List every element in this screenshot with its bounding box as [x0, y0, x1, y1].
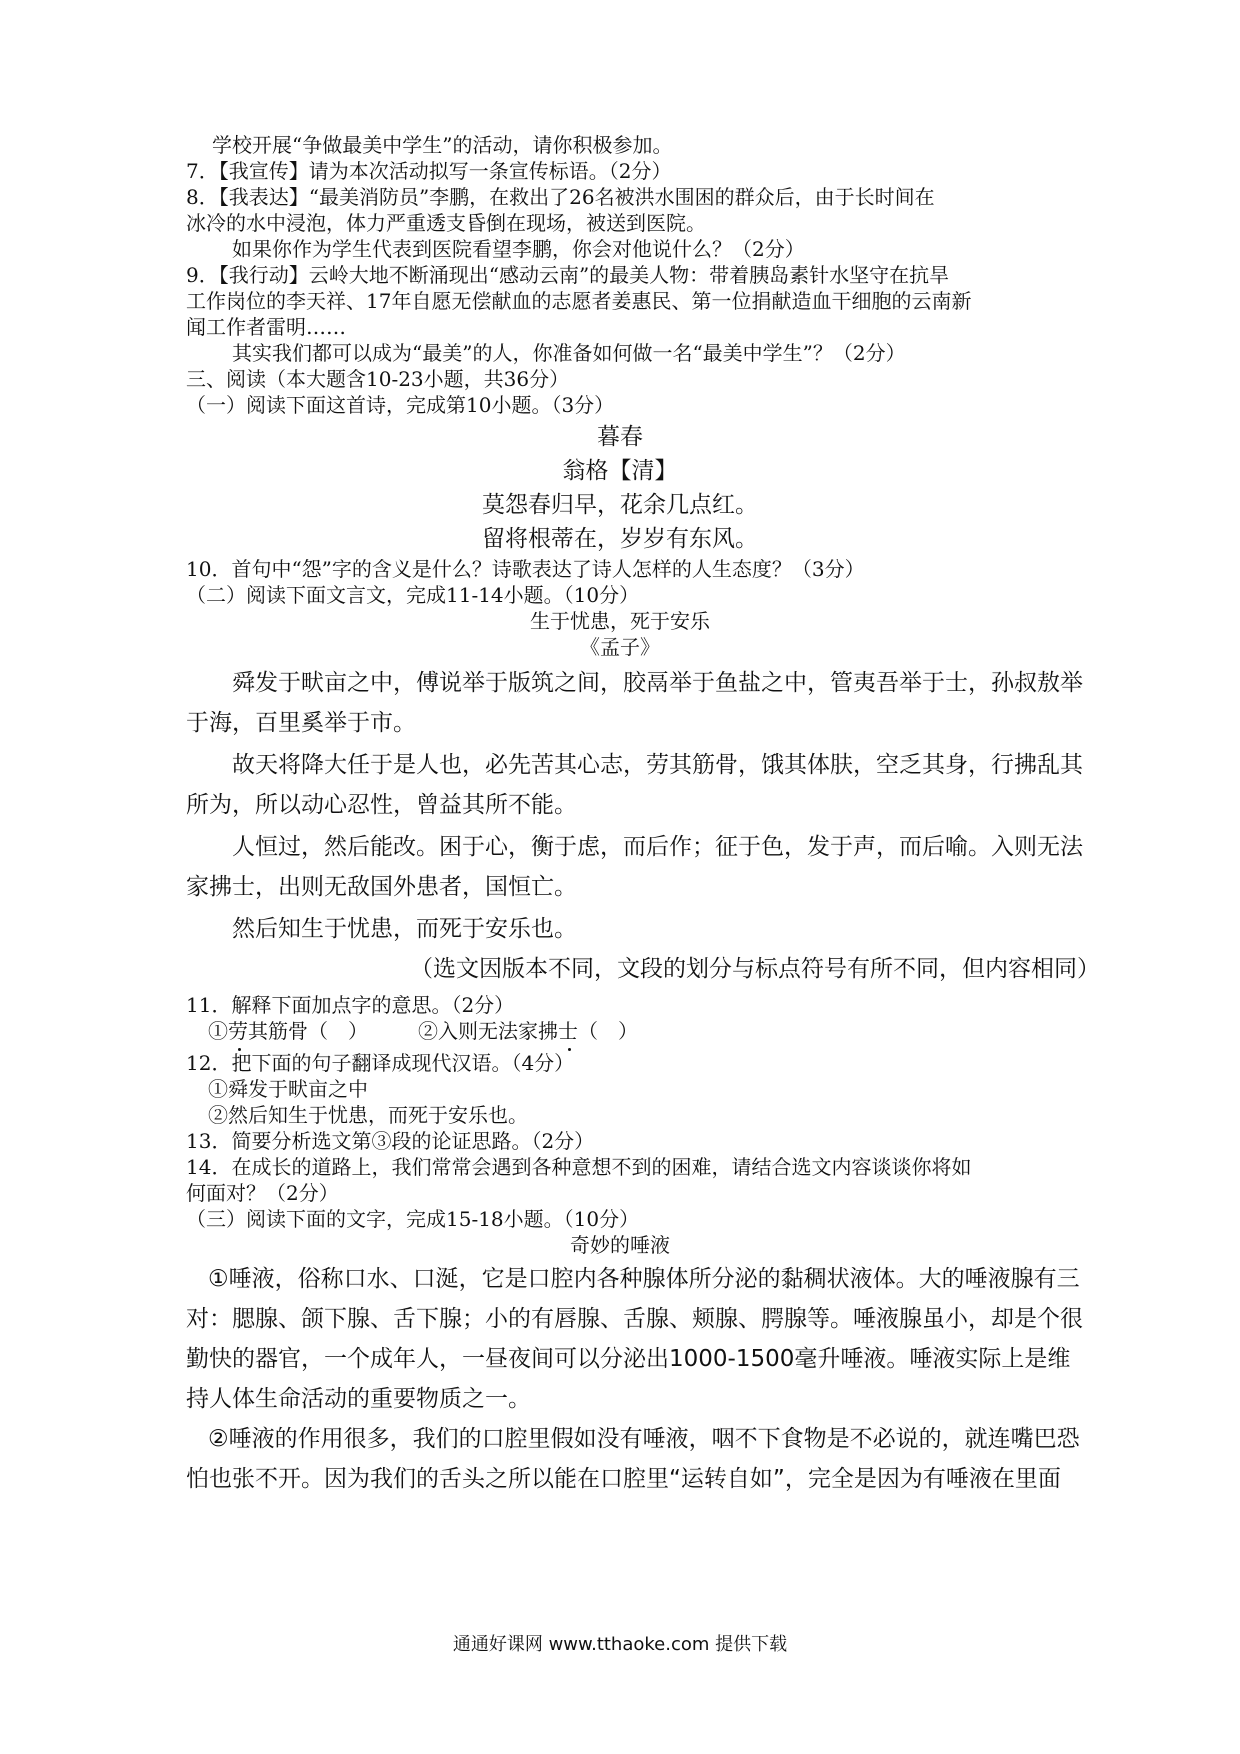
article-p1-line-2: 对：腮腺、颌下腺、舌下腺；小的有唇腺、舌腺、颊腺、腭腺等。唾液腺虽小，却是个很 — [186, 1306, 1083, 1332]
question-9-line-4: 其实我们都可以成为“最美”的人，你准备如何做一名“最美中学生”？（2分） — [232, 341, 906, 365]
passage-p2-line-2: 所为，所以动心忍性，曾益其所不能。 — [186, 792, 577, 818]
question-7: 7．【我宣传】请为本次活动拟写一条宣传标语。（2分） — [186, 159, 672, 183]
passage-p1-line-1: 舜发于畎亩之中，傅说举于版筑之间，胶鬲举于鱼盐之中，管夷吾举于士，孙叔敖举 — [232, 670, 1083, 696]
question-12: 12．把下面的句子翻译成现代汉语。（4分） — [186, 1051, 575, 1075]
question-11: 11．解释下面加点字的意思。（2分） — [186, 993, 515, 1017]
question-14-line-1: 14．在成长的道路上，我们常常会遇到各种意想不到的困难，请结合选文内容谈谈你将如 — [186, 1155, 972, 1179]
poem-title: 暮春 — [597, 424, 643, 450]
page-footer: 通通好课网 www.tthaoke.com 提供下载 — [452, 1634, 788, 1655]
passage-title: 生于忧患，死于安乐 — [530, 609, 710, 633]
question-12-item-1: ①舜发于畎亩之中 — [208, 1077, 368, 1101]
part-1-heading: （一）阅读下面这首诗，完成第10小题。（3分） — [186, 393, 615, 417]
question-8-line-2: 冰冷的水中浸泡，体力严重透支昏倒在现场，被送到医院。 — [186, 211, 706, 235]
section-3-heading: 三、阅读（本大题含10-23小题，共36分） — [186, 367, 570, 391]
part-3-heading: （三）阅读下面的文字，完成15-18小题。（10分） — [186, 1207, 640, 1231]
question-9-line-2: 工作岗位的李天祥、17年自愿无偿献血的志愿者姜惠民、第一位捐献造血干细胞的云南新 — [186, 289, 972, 313]
question-8-line-1: 8．【我表达】“最美消防员”李鹏，在救出了26名被洪水围困的群众后，由于长时间在 — [186, 185, 935, 209]
passage-note: （选文因版本不同，文段的划分与标点符号有所不同，但内容相同） — [410, 956, 1100, 982]
question-12-item-2: ②然后知生于忧患，而死于安乐也。 — [208, 1103, 528, 1127]
article-p1-line-3: 勤快的器官，一个成年人，一昼夜间可以分泌出1000-1500毫升唾液。唾液实际上是维 — [186, 1346, 1071, 1372]
question-9-line-1: 9．【我行动】云岭大地不断涌现出“感动云南”的最美人物：带着胰岛素针水坚守在抗旱 — [186, 263, 950, 287]
question-8-line-3: 如果你作为学生代表到医院看望李鹏，你会对他说什么？（2分） — [232, 237, 805, 261]
article-p1-line-4: 持人体生命活动的重要物质之一。 — [186, 1386, 531, 1412]
intro-line: 学校开展“争做最美中学生”的活动，请你积极参加。 — [212, 133, 673, 157]
passage-p3-line-2: 家拂士，出则无敌国外患者，国恒亡。 — [186, 874, 577, 900]
question-10: 10．首句中“怨”字的含义是什么？诗歌表达了诗人怎样的人生态度？（3分） — [186, 557, 865, 581]
question-9-line-3: 闻工作者雷明…… — [186, 315, 346, 339]
question-11-items: ①劳其筋骨（ ） ②入则无法家拂士（ ） — [208, 1019, 638, 1043]
part-2-heading: （二）阅读下面文言文，完成11-14小题。（10分） — [186, 583, 640, 607]
article-p1-line-1: ①唾液，俗称口水、口涎，它是口腔内各种腺体所分泌的黏稠状液体。大的唾液腺有三 — [208, 1266, 1080, 1292]
article-p2-line-1: ②唾液的作用很多，我们的口腔里假如没有唾液，咽不下食物是不必说的，就连嘴巴恐 — [208, 1426, 1080, 1452]
passage-p4: 然后知生于忧患，而死于安乐也。 — [232, 916, 577, 942]
poem-line-2: 留将根蒂在，岁岁有东风。 — [482, 526, 758, 552]
poem-line-1: 莫怨春归早，花余几点红。 — [482, 492, 758, 518]
poem-author: 翁格【清】 — [562, 458, 678, 484]
question-13: 13．简要分析选文第③段的论证思路。（2分） — [186, 1129, 595, 1153]
article-title: 奇妙的唾液 — [570, 1233, 670, 1257]
article-p2-line-2: 怕也张不开。因为我们的舌头之所以能在口腔里“运转自如”，完全是因为有唾液在里面 — [186, 1466, 1061, 1492]
passage-source: 《孟子》 — [580, 635, 660, 659]
passage-p2-line-1: 故天将降大任于是人也，必先苦其心志，劳其筋骨，饿其体肤，空乏其身，行拂乱其 — [232, 752, 1083, 778]
passage-p3-line-1: 人恒过，然后能改。困于心，衡于虑，而后作；征于色，发于声，而后喻。入则无法 — [232, 834, 1083, 860]
passage-p1-line-2: 于海，百里奚举于市。 — [186, 710, 416, 736]
question-14-line-2: 何面对？（2分） — [186, 1181, 339, 1205]
